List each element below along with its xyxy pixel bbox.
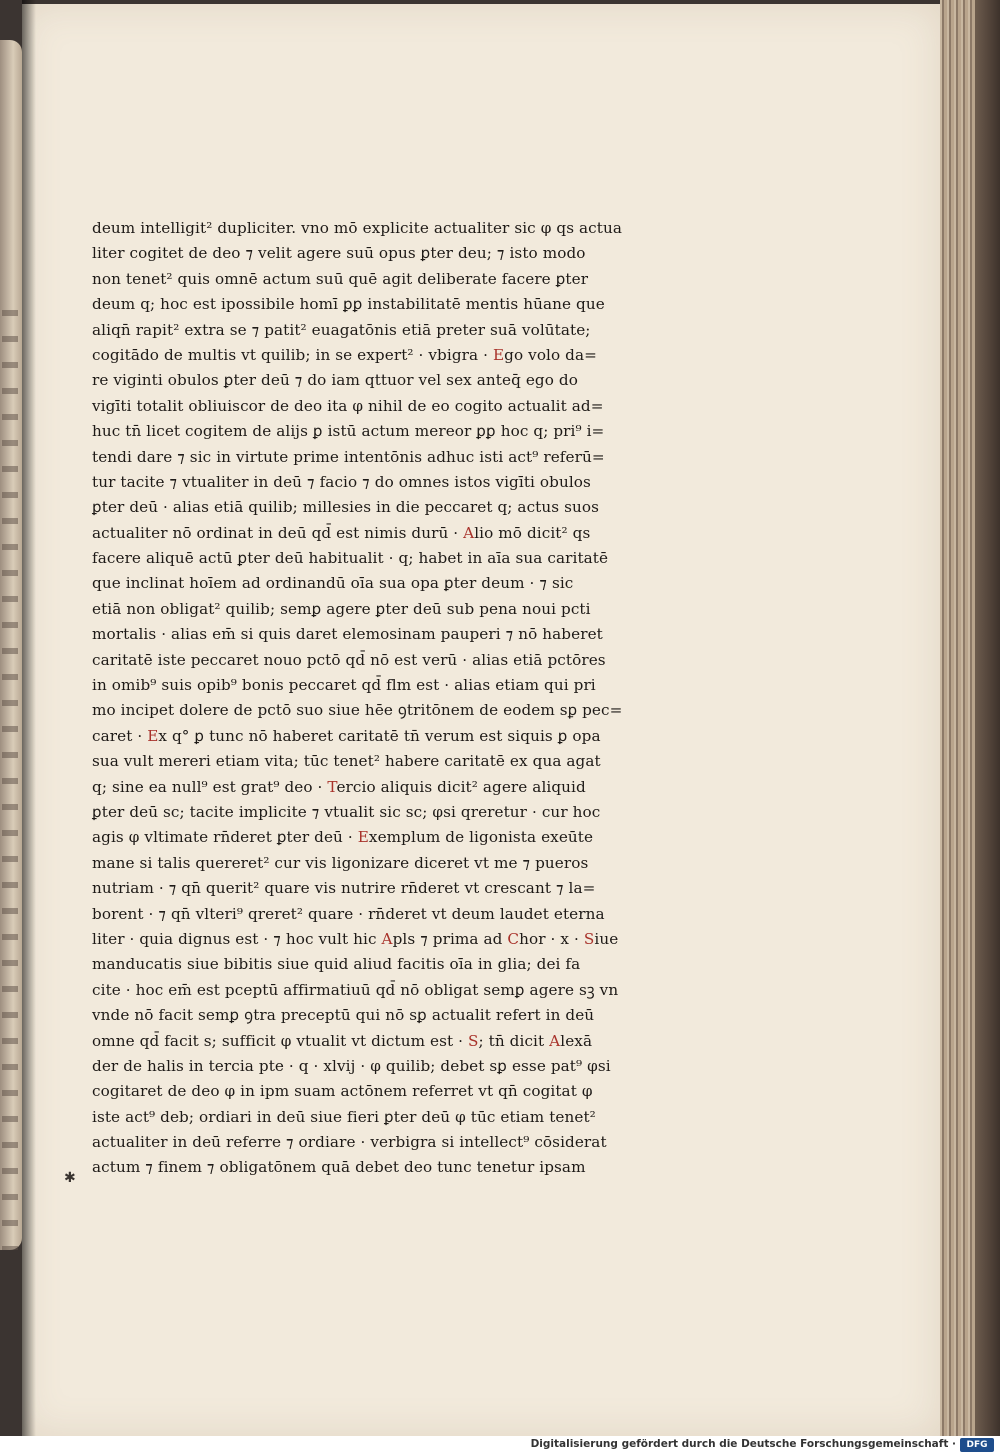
text-line: caritatē iste peccaret nouo pctō qd̄ nō est verū · alias etiā pctōres — [92, 650, 606, 669]
funding-credit: Digitalisierung gefördert durch die Deutsche Forschungsgemeinschaft · — [530, 1438, 956, 1450]
text-line: caret · Ex q° ꝑ tunc nō haberet caritatē tn̄ verum est siquis ꝑ opa — [92, 726, 601, 745]
text-line: vigīti totalit obliuiscor de deo ita φ nihil de eo cogito actualit ad= — [92, 396, 604, 415]
text-line: in omib⁹ suis opib⁹ bonis peccaret qd̄ flm est · alias etiam qui pri — [92, 676, 596, 695]
dfg-logo: DFG — [960, 1438, 994, 1452]
digitization-footer — [0, 1436, 1000, 1454]
text-line: aliqn̄ rapit² extra se ⁊ patit² euagatōnis etiā preter suā volūtate; — [92, 320, 591, 339]
text-line: actum ⁊ finem ⁊ obligatōnem quā debet deo tunc tenetur ipsam — [92, 1158, 586, 1177]
ink-blot-mark: ✱ — [64, 1170, 76, 1186]
text-line: omne qd̄ facit s; sufficit φ vtualit vt dictum est · S; tn̄ dicit Alexā — [92, 1031, 593, 1050]
facing-page-edge — [0, 40, 22, 1250]
printed-text-block — [92, 216, 742, 1181]
text-line: deum q; hoc est ipossibile homī ꝑꝑ instabilitatē mentis hūane que — [92, 295, 605, 314]
text-line: mo incipet dolere de pctō suo siue hēe ꝯtritōnem de eodem sꝑ pec= — [92, 701, 623, 720]
text-line: ꝑter deū sc; tacite implicite ⁊ vtualit sic sc; φsi qreretur · cur hoc — [92, 802, 601, 821]
text-line: manducatis siue bibitis siue quid aliud facitis oīa in glia; dei fa — [92, 955, 581, 974]
text-line: deum intelligit² dupliciter. vno mō explicite actualiter sic φ qs actua — [92, 219, 623, 237]
text-line: q; sine ea null⁹ est grat⁹ deo · Tercio aliquis dicit² agere aliquid — [92, 777, 586, 796]
text-line: agis φ vltimate rn̄deret ꝑter deū · Exemplum de ligonista exeūte — [92, 828, 594, 847]
text-line: liter · quia dignus est · ⁊ hoc vult hic Apls ⁊ prima ad Chor · x · Siue — [92, 929, 619, 948]
text-line: liter cogitet de deo ⁊ velit agere suū opus ꝑter deu; ⁊ isto modo — [92, 244, 586, 263]
text-line: borent · ⁊ qn̄ vlteri⁹ qreret² quare · rn̄deret vt deum laudet eterna — [92, 904, 605, 923]
text-line: que inclinat hoīem ad ordinandū oīa sua opa ꝑter deum · ⁊ sic — [92, 574, 574, 593]
text-line: cogitādo de multis vt quilib; in se expert² · vbigra · Ego volo da= — [92, 345, 597, 364]
text-line: nutriam · ⁊ qn̄ querit² quare vis nutrire rn̄deret vt crescant ⁊ la= — [92, 879, 596, 898]
text-line: actualiter in deū referre ⁊ ordiare · verbigra si intellect⁹ cōsiderat — [92, 1133, 607, 1152]
text-line: sua vult mereri etiam vita; tūc tenet² habere caritatē ex qua agat — [92, 752, 601, 771]
text-line: actualiter nō ordinat in deū qd̄ est nimis durū · Alio mō dicit² qs — [92, 523, 591, 542]
text-line: der de halis in tercia pte · q · xlvij · φ quilib; debet sꝑ esse pat⁹ φsi — [92, 1056, 611, 1075]
text-line: mane si talis quereret² cur vis ligonizare diceret vt me ⁊ pueros — [92, 853, 589, 872]
text-line: etiā non obligat² quilib; semꝑ agere ꝑter deū sub pena noui pcti — [92, 599, 591, 618]
text-line: tur tacite ⁊ vtualiter in deū ⁊ facio ⁊ do omnes istos vigīti obulos — [92, 472, 591, 491]
text-line: non tenet² quis omnē actum suū quē agit deliberate facere ꝑter — [92, 269, 589, 288]
text-line: vnde nō facit semꝑ ꝯtra preceptū qui nō sꝑ actualit refert in deū — [92, 1006, 595, 1025]
facing-page-text-remnant — [2, 310, 18, 1250]
text-line: re viginti obulos ꝑter deū ⁊ do iam qttuor vel sex anteq̄ ego do — [92, 371, 578, 390]
text-line: ꝑter deū · alias etiā quilib; millesies in die peccaret q; actus suos — [92, 498, 599, 517]
text-line: iste act⁹ deb; ordiari in deū siue fieri ꝑter deū φ tūc etiam tenet² — [92, 1107, 596, 1126]
text-line: huc tn̄ licet cogitem de alijs ꝑ istū actum mereor ꝑꝑ hoc q; pri⁹ i= — [92, 422, 605, 441]
book-cover-edge — [975, 0, 1000, 1440]
text-line: cite · hoc em̄ est pceptū affirmatiuū qd̄ nō obligat semꝑ agere sꝫ vn — [92, 980, 619, 999]
text-line: cogitaret de deo φ in ipm suam actōnem referret vt qn̄ cogitat φ — [92, 1082, 593, 1101]
text-line: tendi dare ⁊ sic in virtute prime intentōnis adhuc isti act⁹ referū= — [92, 447, 605, 466]
text-line: facere aliquē actū ꝑter deū habitualit · q; habet in aīa sua caritatē — [92, 549, 609, 568]
text-line: mortalis · alias em̄ si quis daret elemosinam pauperi ⁊ nō haberet — [92, 625, 603, 644]
spine-shadow — [22, 0, 36, 1454]
